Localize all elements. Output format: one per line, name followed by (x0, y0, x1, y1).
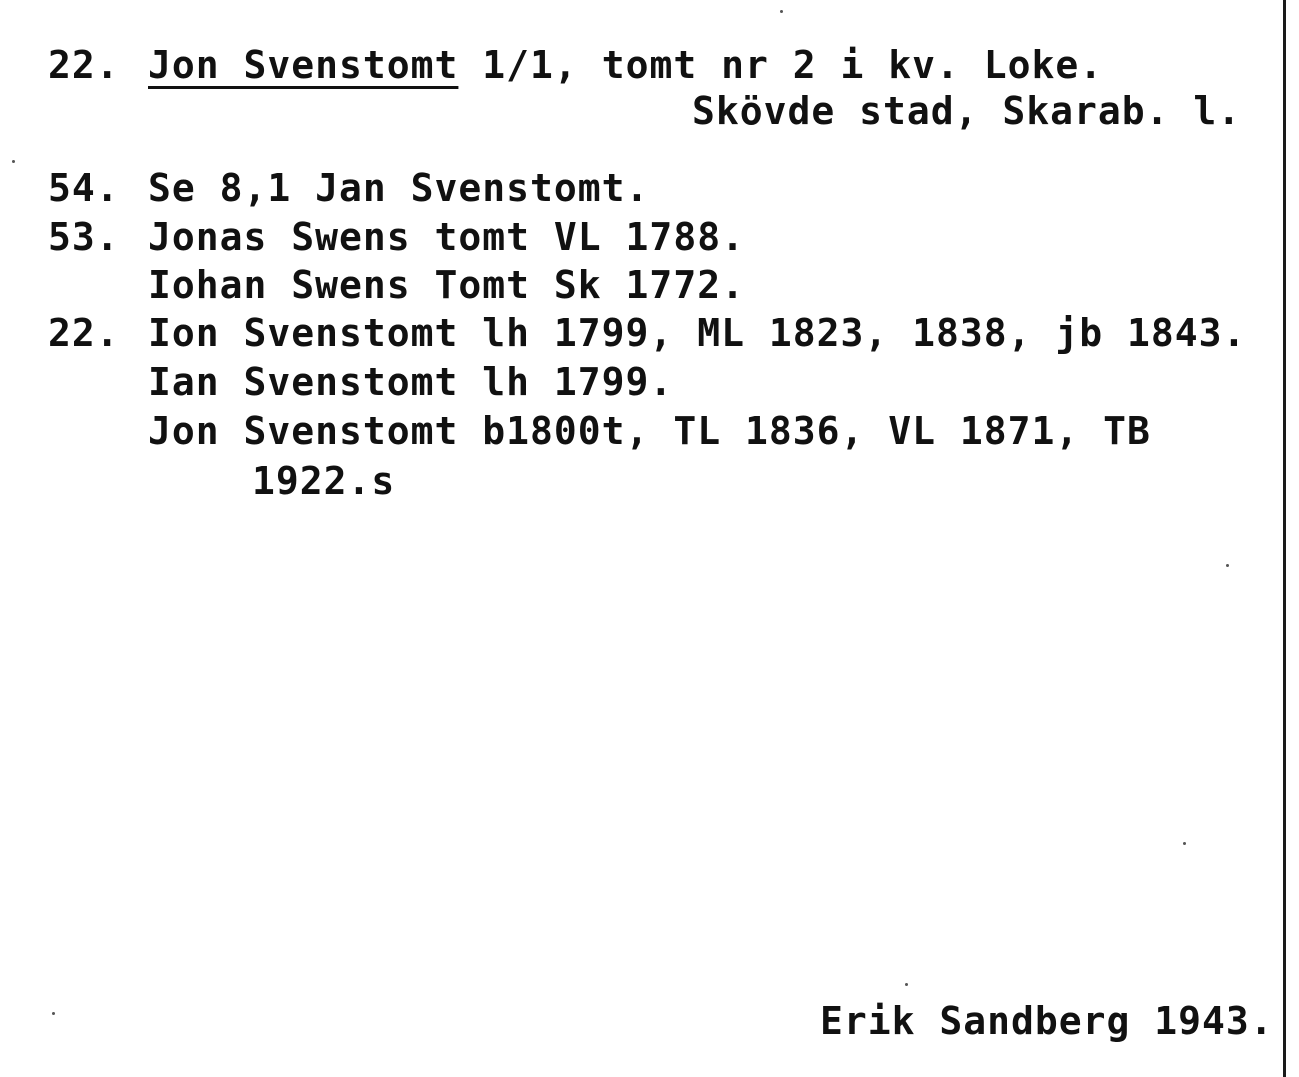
record-line (48, 214, 745, 260)
entry-number: 22. (48, 43, 120, 87)
record-text: Ion Svenstomt lh 1799, ML 1823, 1838, jb 1843. (148, 311, 1247, 355)
scan-speck (1183, 842, 1186, 845)
record-line (48, 359, 673, 405)
record-number: 53. (48, 215, 120, 259)
record-number: 22. (48, 311, 120, 355)
record-line (48, 408, 1151, 454)
record-text: Iohan Swens Tomt Sk 1772. (148, 263, 745, 307)
card-edge-line (1283, 0, 1286, 1077)
scan-speck (52, 1012, 55, 1015)
record-line (48, 165, 649, 211)
entry-name: Jon Svenstomt (148, 43, 459, 87)
record-continuation: 1922.s (252, 459, 396, 503)
record-line (48, 310, 1246, 356)
record-text: Jon Svenstomt b1800t, TL 1836, VL 1871, TB (148, 409, 1151, 453)
record-text: Jonas Swens tomt VL 1788. (148, 215, 745, 259)
header-entry-line (48, 42, 1103, 88)
scan-speck (1226, 564, 1229, 567)
scan-speck (905, 983, 908, 986)
record-text: Ian Svenstomt lh 1799. (148, 360, 674, 404)
scan-speck (780, 10, 783, 13)
entry-details: 1/1, tomt nr 2 i kv. Loke. (458, 43, 1104, 87)
entry-location: Skövde stad, Skarab. l. (692, 89, 1242, 133)
record-number: 54. (48, 166, 120, 210)
record-line (48, 262, 745, 308)
scan-speck (12, 160, 15, 163)
signature: Erik Sandberg 1943. (820, 999, 1274, 1043)
record-text: Se 8,1 Jan Svenstomt. (148, 166, 650, 210)
